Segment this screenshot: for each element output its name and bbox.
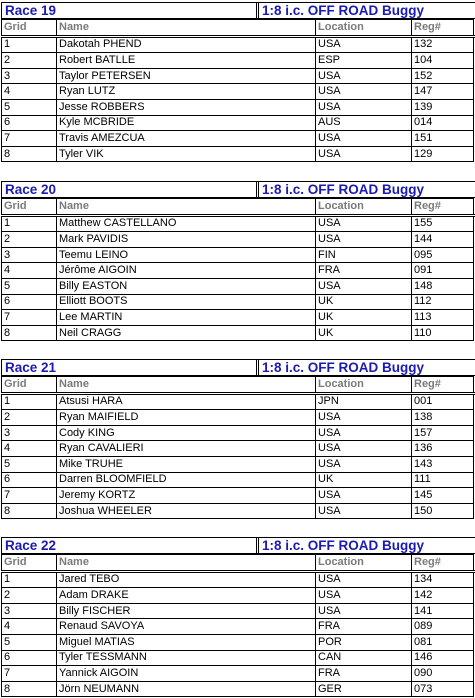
table-row (2, 294, 475, 310)
col-reg-header: Reg# (412, 20, 474, 37)
entry-table (1, 19, 475, 162)
race-header (1, 2, 475, 19)
driver-name-cell: Tyler TESSMANN (57, 650, 316, 666)
location-cell: UK (316, 294, 412, 310)
grid-cell: 2 (2, 232, 57, 248)
reg-number-cell: 148 (412, 278, 474, 294)
driver-name-cell: Taylor PETERSEN (57, 68, 316, 84)
col-location-header: Location (316, 377, 412, 394)
header-divider (256, 181, 259, 198)
location-cell: UK (316, 310, 412, 326)
driver-name-cell: Ryan CAVALIERI (57, 441, 316, 457)
location-cell: USA (316, 425, 412, 441)
grid-cell: 2 (2, 53, 57, 69)
table-row (2, 325, 475, 341)
grid-cell: 8 (2, 146, 57, 162)
table-row (2, 503, 475, 519)
table-row (2, 571, 475, 588)
location-cell: UK (316, 325, 412, 341)
location-cell: USA (316, 215, 412, 232)
entry-table (1, 554, 475, 697)
table-row (2, 681, 475, 697)
race-category: 1:8 i.c. OFF ROAD Buggy (262, 3, 425, 18)
grid-cell: 6 (2, 115, 57, 131)
reg-number-cell: 014 (412, 115, 474, 131)
grid-cell: 2 (2, 588, 57, 604)
race-category: 1:8 i.c. OFF ROAD Buggy (262, 360, 425, 375)
header-divider (256, 537, 259, 554)
table-row (2, 247, 475, 263)
col-grid-header: Grid (2, 555, 57, 572)
table-row (2, 36, 475, 53)
table-row (2, 488, 475, 504)
grid-cell: 8 (2, 325, 57, 341)
col-name-header: Name (57, 199, 316, 216)
location-cell: USA (316, 146, 412, 162)
grid-cell: 4 (2, 619, 57, 635)
grid-cell: 8 (2, 681, 57, 697)
header-divider (256, 2, 259, 19)
grid-cell: 7 (2, 488, 57, 504)
table-row (2, 425, 475, 441)
reg-number-cell: 147 (412, 84, 474, 100)
grid-cell: 7 (2, 310, 57, 326)
column-header-row (2, 199, 475, 216)
table-row (2, 278, 475, 294)
driver-name-cell: Kyle MCBRIDE (57, 115, 316, 131)
race-block (1, 537, 475, 697)
entry-table (1, 198, 475, 341)
table-row (2, 115, 475, 131)
driver-name-cell: Jesse ROBBERS (57, 99, 316, 115)
col-location-header: Location (316, 20, 412, 37)
reg-number-cell: 136 (412, 441, 474, 457)
grid-cell: 1 (2, 36, 57, 53)
race-category: 1:8 i.c. OFF ROAD Buggy (262, 182, 425, 197)
table-row (2, 232, 475, 248)
table-row (2, 131, 475, 147)
driver-name-cell: Atsusi HARA (57, 393, 316, 410)
driver-name-cell: Robert BATLLE (57, 53, 316, 69)
reg-number-cell: 132 (412, 36, 474, 53)
driver-name-cell: Jeremy KORTZ (57, 488, 316, 504)
race-block (1, 2, 475, 162)
grid-cell: 4 (2, 84, 57, 100)
driver-name-cell: Matthew CASTELLANO (57, 215, 316, 232)
location-cell: USA (316, 36, 412, 53)
race-title: Race 21 (5, 360, 57, 375)
driver-name-cell: Billy FISCHER (57, 603, 316, 619)
location-cell: FRA (316, 263, 412, 279)
column-header-row (2, 377, 475, 394)
location-cell: USA (316, 588, 412, 604)
driver-name-cell: Tyler VIK (57, 146, 316, 162)
table-row (2, 619, 475, 635)
location-cell: GER (316, 681, 412, 697)
location-cell: USA (316, 68, 412, 84)
driver-name-cell: Mark PAVIDIS (57, 232, 316, 248)
grid-cell: 8 (2, 503, 57, 519)
column-header-row (2, 555, 475, 572)
reg-number-cell: 145 (412, 488, 474, 504)
driver-name-cell: Travis AMEZCUA (57, 131, 316, 147)
reg-number-cell: 144 (412, 232, 474, 248)
table-row (2, 99, 475, 115)
entry-table (1, 376, 475, 519)
reg-number-cell: 090 (412, 666, 474, 682)
reg-number-cell: 104 (412, 53, 474, 69)
table-row (2, 666, 475, 682)
location-cell: USA (316, 84, 412, 100)
col-reg-header: Reg# (412, 377, 474, 394)
driver-name-cell: Mike TRUHE (57, 456, 316, 472)
table-row (2, 650, 475, 666)
col-grid-header: Grid (2, 20, 57, 37)
table-row (2, 456, 475, 472)
driver-name-cell: Darren BLOOMFIELD (57, 472, 316, 488)
reg-number-cell: 142 (412, 588, 474, 604)
location-cell: AUS (316, 115, 412, 131)
reg-number-cell: 095 (412, 247, 474, 263)
reg-number-cell: 141 (412, 603, 474, 619)
table-row (2, 472, 475, 488)
driver-name-cell: Jörn NEUMANN (57, 681, 316, 697)
location-cell: CAN (316, 650, 412, 666)
location-cell: USA (316, 232, 412, 248)
location-cell: USA (316, 410, 412, 426)
table-row (2, 68, 475, 84)
driver-name-cell: Miguel MATIAS (57, 634, 316, 650)
location-cell: USA (316, 99, 412, 115)
grid-cell: 4 (2, 263, 57, 279)
driver-name-cell: Joshua WHEELER (57, 503, 316, 519)
reg-number-cell: 146 (412, 650, 474, 666)
table-row (2, 393, 475, 410)
race-category: 1:8 i.c. OFF ROAD Buggy (262, 538, 425, 553)
reg-number-cell: 152 (412, 68, 474, 84)
reg-number-cell: 110 (412, 325, 474, 341)
race-header (1, 359, 475, 376)
reg-number-cell: 091 (412, 263, 474, 279)
location-cell: USA (316, 278, 412, 294)
driver-name-cell: Jared TEBO (57, 571, 316, 588)
header-divider (256, 359, 259, 376)
driver-name-cell: Cody KING (57, 425, 316, 441)
location-cell: USA (316, 441, 412, 457)
col-location-header: Location (316, 555, 412, 572)
col-name-header: Name (57, 377, 316, 394)
driver-name-cell: Dakotah PHEND (57, 36, 316, 53)
grid-cell: 5 (2, 634, 57, 650)
reg-number-cell: 112 (412, 294, 474, 310)
grid-cell: 2 (2, 410, 57, 426)
reg-number-cell: 138 (412, 410, 474, 426)
table-row (2, 603, 475, 619)
location-cell: JPN (316, 393, 412, 410)
race-header (1, 537, 475, 554)
col-name-header: Name (57, 555, 316, 572)
table-row (2, 146, 475, 162)
race-title: Race 19 (5, 3, 57, 18)
location-cell: FRA (316, 666, 412, 682)
reg-number-cell: 089 (412, 619, 474, 635)
col-location-header: Location (316, 199, 412, 216)
table-row (2, 84, 475, 100)
location-cell: USA (316, 131, 412, 147)
location-cell: ESP (316, 53, 412, 69)
driver-name-cell: Neil CRAGG (57, 325, 316, 341)
location-cell: USA (316, 503, 412, 519)
table-row (2, 588, 475, 604)
col-grid-header: Grid (2, 377, 57, 394)
grid-cell: 6 (2, 650, 57, 666)
driver-name-cell: Lee MARTIN (57, 310, 316, 326)
grid-cell: 6 (2, 472, 57, 488)
location-cell: FRA (316, 619, 412, 635)
grid-cell: 3 (2, 425, 57, 441)
race-block (1, 359, 475, 519)
table-row (2, 263, 475, 279)
driver-name-cell: Jérôme AIGOIN (57, 263, 316, 279)
reg-number-cell: 111 (412, 472, 474, 488)
col-reg-header: Reg# (412, 199, 474, 216)
reg-number-cell: 143 (412, 456, 474, 472)
location-cell: USA (316, 571, 412, 588)
table-row (2, 441, 475, 457)
reg-number-cell: 134 (412, 571, 474, 588)
reg-number-cell: 139 (412, 99, 474, 115)
reg-number-cell: 157 (412, 425, 474, 441)
grid-cell: 3 (2, 247, 57, 263)
grid-cell: 6 (2, 294, 57, 310)
location-cell: USA (316, 603, 412, 619)
table-row (2, 215, 475, 232)
table-row (2, 634, 475, 650)
reg-number-cell: 150 (412, 503, 474, 519)
grid-cell: 5 (2, 456, 57, 472)
table-row (2, 53, 475, 69)
grid-cell: 7 (2, 131, 57, 147)
table-row (2, 410, 475, 426)
race-title: Race 20 (5, 182, 57, 197)
grid-cell: 1 (2, 393, 57, 410)
col-reg-header: Reg# (412, 555, 474, 572)
reg-number-cell: 113 (412, 310, 474, 326)
driver-name-cell: Ryan MAIFIELD (57, 410, 316, 426)
location-cell: POR (316, 634, 412, 650)
location-cell: USA (316, 456, 412, 472)
grid-cell: 1 (2, 215, 57, 232)
driver-name-cell: Ryan LUTZ (57, 84, 316, 100)
reg-number-cell: 073 (412, 681, 474, 697)
reg-number-cell: 081 (412, 634, 474, 650)
driver-name-cell: Teemu LEINO (57, 247, 316, 263)
reg-number-cell: 001 (412, 393, 474, 410)
reg-number-cell: 151 (412, 131, 474, 147)
driver-name-cell: Elliott BOOTS (57, 294, 316, 310)
driver-name-cell: Billy EASTON (57, 278, 316, 294)
column-header-row (2, 20, 475, 37)
location-cell: USA (316, 488, 412, 504)
driver-name-cell: Adam DRAKE (57, 588, 316, 604)
reg-number-cell: 129 (412, 146, 474, 162)
col-name-header: Name (57, 20, 316, 37)
location-cell: UK (316, 472, 412, 488)
race-block (1, 181, 475, 341)
grid-cell: 7 (2, 666, 57, 682)
grid-cell: 1 (2, 571, 57, 588)
grid-cell: 3 (2, 603, 57, 619)
race-header (1, 181, 475, 198)
table-row (2, 310, 475, 326)
reg-number-cell: 155 (412, 215, 474, 232)
grid-cell: 3 (2, 68, 57, 84)
col-grid-header: Grid (2, 199, 57, 216)
location-cell: FIN (316, 247, 412, 263)
driver-name-cell: Yannick AIGOIN (57, 666, 316, 682)
grid-cell: 4 (2, 441, 57, 457)
grid-cell: 5 (2, 99, 57, 115)
race-title: Race 22 (5, 538, 57, 553)
grid-cell: 5 (2, 278, 57, 294)
driver-name-cell: Renaud SAVOYA (57, 619, 316, 635)
